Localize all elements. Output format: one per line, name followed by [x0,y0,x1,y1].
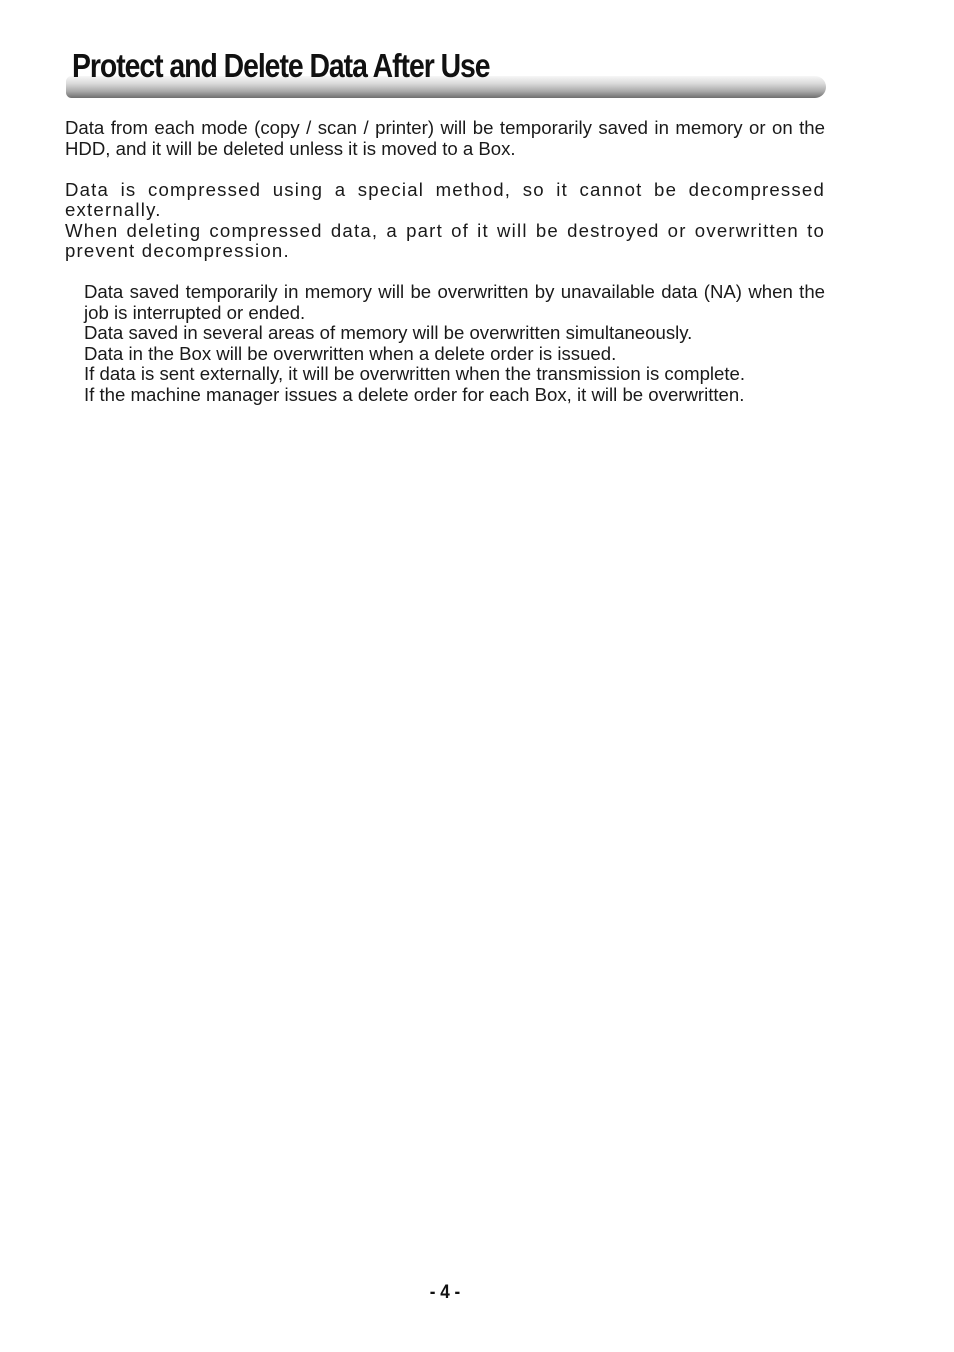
list-item: Data saved temporarily in memory will be overwritten by unavailable data (NA) when the job is interrupted or ended. [84,281,825,323]
list-item: Data in the Box will be overwritten when a delete order is issued. [84,342,617,364]
list-item: If data is sent externally, it will be overwritten when the transmission is complete. [84,363,746,384]
intro-paragraph: Data from each mode (copy / scan / printer) will be temporarily saved in memory or on the HDD, and it will be deleted unless it is moved to a Box. [65,117,825,159]
list-item: Data saved in several areas of memory will be overwritten simultaneously. [84,322,693,343]
list-item: If the machine manager issues a delete order for each Box, it will be overwritten. [84,383,745,405]
page-title: Protect and Delete Data After Use [72,47,490,84]
deletion-paragraph: When deleting compressed data, a part of it will be destroyed or overwritten to prevent decompression. [65,219,825,261]
page-number: - 4 - [429,1282,461,1303]
compression-paragraph: Data is compressed using a special method, so it cannot be decompressed externally. [65,178,825,220]
overwrite-rules-list [65,282,825,405]
paragraph-spacer [65,159,825,180]
paragraph-spacer [65,262,825,283]
section-header [66,44,826,102]
main-content [65,118,825,405]
